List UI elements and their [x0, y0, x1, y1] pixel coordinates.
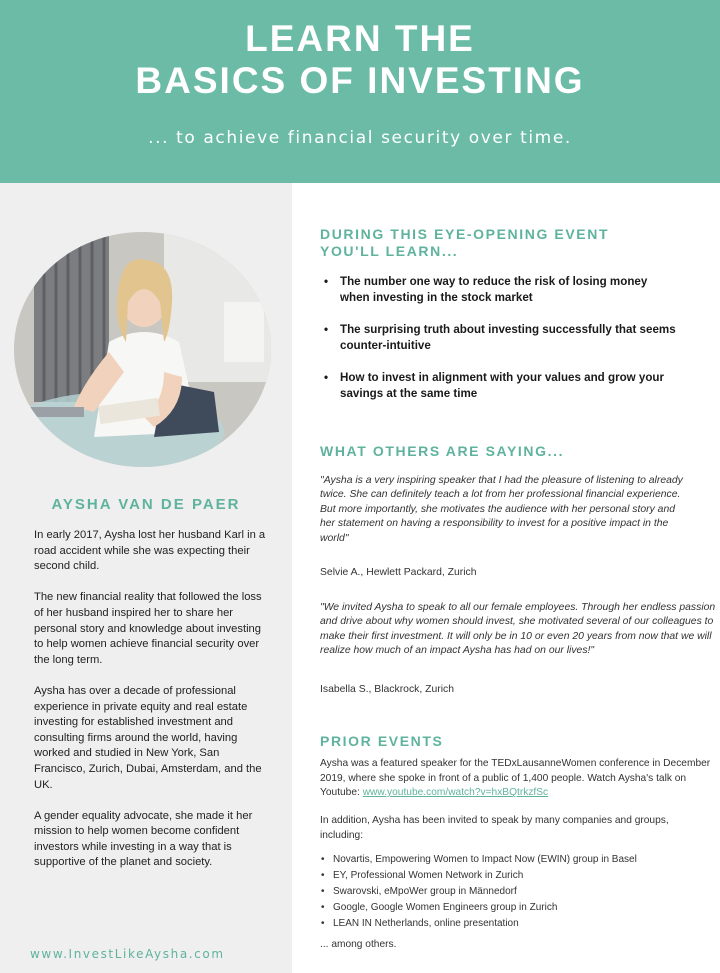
page-subtitle: ... to achieve financial security over time.	[148, 128, 572, 148]
page-title-line1: LEARN THE	[245, 18, 475, 59]
testimonial-quote: "Aysha is a very inspiring speaker that I had the pleasure of listening to already twice. She can definitely teach a lot from her professional financial experience. But more importantly, she motivates the audience with her personal story and her statement on having a responsibility to invest for a positive impact in the world"	[320, 475, 683, 544]
prior-event-item: • EY, Professional Women Network in Zurich	[320, 868, 712, 884]
testimonials-section-title: WHAT OTHERS ARE SAYING...	[320, 443, 565, 459]
learn-item: • How to invest in alignment with your values and grow your savings at the same time	[320, 370, 680, 402]
prior-events-intro	[320, 757, 712, 801]
speaker-bio	[34, 528, 266, 887]
prior-event-item: • LEAN IN Netherlands, online presentation	[320, 916, 712, 932]
prior-event-item: • Novartis, Empowering Women to Impact Now (EWIN) group in Basel	[320, 852, 712, 868]
website-link[interactable]: www.InvestLikeAysha.com	[30, 947, 225, 961]
prior-events-section-title: PRIOR EVENTS	[320, 733, 444, 749]
prior-events-addition: In addition, Aysha has been invited to speak by many companies and groups, including:	[320, 815, 669, 841]
prior-event-item: • Swarovski, eMpoWer group in Männedorf	[320, 884, 712, 900]
prior-events-intro-text: Aysha was a featured speaker for the TEDxLausanneWomen conference in December 2019, where she spoke in front of a public of 1,400 people. Watch Aysha's talk on Youtube:	[320, 758, 711, 799]
testimonial-quote: "We invited Aysha to speak to all our female employees. Through her endless passion and drive about why women should invest, she motivated several of our colleagues to make their first investment. It will only be in 10 or even 20 years from now that we will realize how much of an impact Aysha has had on our lives!"	[320, 602, 716, 657]
prior-events-list	[320, 852, 712, 932]
prior-event-item: • Google, Google Women Engineers group in Zurich	[320, 900, 712, 916]
learn-item: • The surprising truth about investing successfully that seems counter-intuitive	[320, 322, 680, 354]
learn-section-title-line1: DURING THIS EYE-OPENING EVENT	[320, 226, 610, 242]
speaker-photo-illustration	[14, 232, 271, 467]
learn-section-title-line2: YOU'LL LEARN...	[320, 243, 459, 259]
speaker-photo	[14, 232, 271, 467]
prior-events-closing: ... among others.	[320, 939, 397, 950]
learn-list	[320, 274, 680, 418]
bio-paragraph: A gender equality advocate, she made it her mission to help women become confident investors while investing in a way that is supportive of the planet and society.	[34, 809, 253, 869]
header-banner	[0, 0, 720, 183]
testimonial-author: Selvie A., Hewlett Packard, Zurich	[320, 567, 477, 578]
page-title-line2: BASICS OF INVESTING	[135, 60, 585, 101]
youtube-link[interactable]: www.youtube.com/watch?v=hxBQtrkzfSc	[362, 787, 549, 799]
learn-item: • The number one way to reduce the risk of losing money when investing in the stock market	[320, 274, 680, 306]
testimonial-author: Isabella S., Blackrock, Zurich	[320, 684, 454, 695]
bio-paragraph: The new financial reality that followed the loss of her husband inspired her to share her personal story and knowledge about investing to help women achieve financial security over the long term.	[34, 591, 262, 666]
bio-paragraph: In early 2017, Aysha lost her husband Karl in a road accident while she was expecting their second child.	[34, 529, 266, 573]
speaker-name: AYSHA VAN DE PAER	[51, 496, 241, 513]
bio-paragraph: Aysha has over a decade of professional experience in private equity and real estate investing for established investment and consulting firms around the world, having worked and studied in New York, San Francisco, Zurich, Dubai, Amsterdam, and the UK.	[34, 684, 262, 791]
